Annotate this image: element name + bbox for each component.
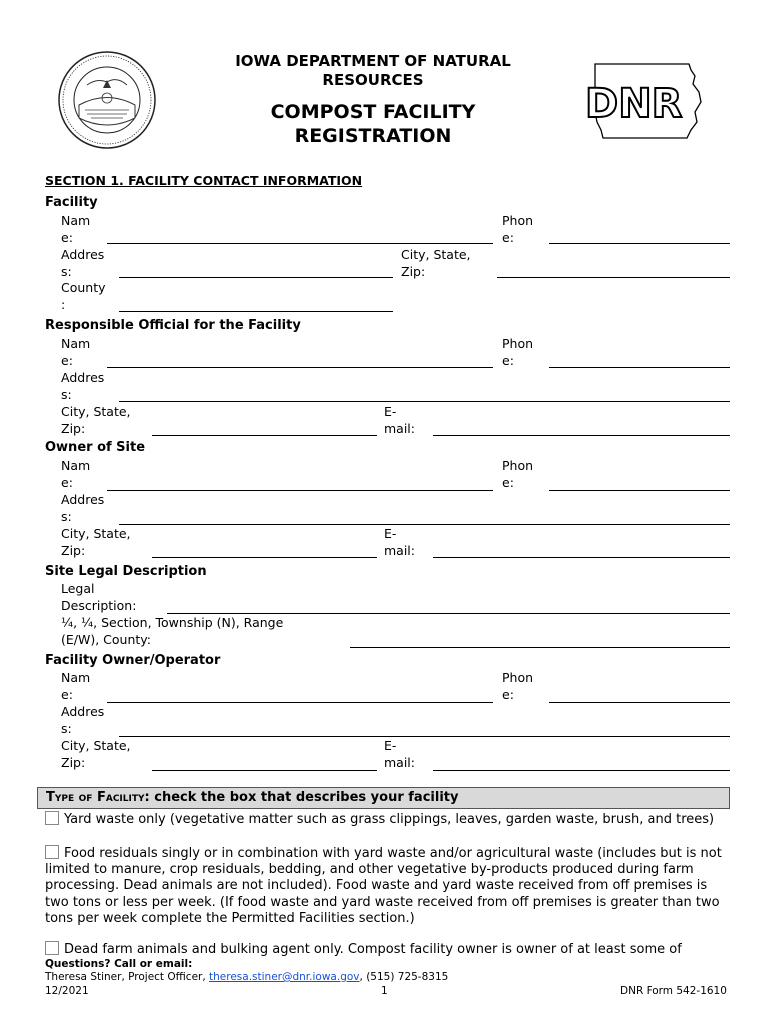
operator-csz-field[interactable] (152, 770, 377, 771)
type-of-facility-heading-rest: : check the box that describes your facility (144, 790, 459, 805)
form-title: COMPOST FACILITY REGISTRATION (270, 101, 476, 147)
responsible-email-label: E- mail: (384, 404, 415, 436)
facility-heading: Facility (45, 195, 98, 210)
owner-name-field[interactable] (107, 490, 493, 491)
footer-page-number: 1 (381, 985, 388, 997)
responsible-csz-field[interactable] (152, 435, 377, 436)
yard-waste-checkbox[interactable] (45, 811, 59, 825)
dead-animals-text: Dead farm animals and bulking agent only. Compost facility owner is owner of at least some of (64, 942, 682, 957)
dnr-logo-text: DNR (585, 81, 683, 127)
operator-heading: Facility Owner/Operator (45, 653, 221, 668)
operator-address-label: Addres s: (61, 704, 105, 736)
legal-heading: Site Legal Description (45, 564, 207, 579)
dead-animals-checkbox[interactable] (45, 941, 59, 955)
owner-phone-label: Phon e: (502, 458, 534, 490)
owner-address-label: Addres s: (61, 492, 105, 524)
food-residuals-checkbox[interactable] (45, 845, 59, 859)
responsible-phone-label: Phon e: (502, 336, 534, 368)
facility-name-label: Nam e: (61, 213, 91, 245)
owner-csz-field[interactable] (152, 557, 377, 558)
responsible-csz-label: City, State, Zip: (61, 404, 131, 436)
header-title-block (210, 52, 536, 148)
owner-email-field[interactable] (433, 557, 730, 558)
operator-name-label: Nam e: (61, 670, 91, 702)
footer-contact: Theresa Stiner, Project Officer, theresa.stiner@dnr.iowa.gov, (515) 725-8315 (45, 971, 449, 983)
owner-address-field[interactable] (119, 524, 730, 525)
legal-trs-field[interactable] (350, 647, 730, 648)
food-residuals-text: Food residuals singly or in combination with yard waste and/or agricultural waste (includes but is not limited to manure, crop residuals, bedding, and other vegetative by-products produced during farm processing. Dead animals are not included). Food waste and yard waste received from off premises is two tons or less per week. (If food waste and yard waste received from off premises is greater than two tons per week complete the Permitted Facilities section.) (45, 846, 722, 926)
operator-name-field[interactable] (107, 702, 493, 703)
footer-form-number: DNR Form 542-1610 (620, 985, 727, 997)
type-of-facility-heading (37, 787, 730, 809)
owner-phone-field[interactable] (549, 490, 730, 491)
responsible-email-field[interactable] (433, 435, 730, 436)
facility-name-field[interactable] (107, 243, 493, 244)
facility-address-field[interactable] (119, 277, 393, 278)
operator-csz-label: City, State, Zip: (61, 738, 131, 770)
responsible-address-field[interactable] (119, 401, 730, 402)
legal-desc-label: Legal Description: (61, 581, 137, 613)
facility-address-label: Addres s: (61, 247, 105, 279)
dnr-logo (583, 60, 708, 142)
operator-email-label: E- mail: (384, 738, 415, 770)
facility-type-option-dead-animals (45, 941, 745, 958)
responsible-name-field[interactable] (107, 367, 493, 368)
responsible-name-label: Nam e: (61, 336, 91, 368)
responsible-address-label: Addres s: (61, 370, 105, 402)
facility-csz-field[interactable] (497, 277, 730, 278)
facility-phone-field[interactable] (549, 243, 730, 244)
responsible-heading: Responsible Official for the Facility (45, 318, 301, 333)
iowa-state-seal-icon (57, 50, 157, 150)
agency-name: IOWA DEPARTMENT OF NATURAL RESOURCES (235, 52, 511, 89)
facility-county-label: County : (61, 280, 106, 312)
operator-phone-field[interactable] (549, 702, 730, 703)
section-1-heading: SECTION 1. FACILITY CONTACT INFORMATION (45, 173, 363, 188)
responsible-phone-field[interactable] (549, 367, 730, 368)
facility-phone-label: Phon e: (502, 213, 534, 245)
legal-trs-label: ¼, ¼, Section, Township (N), Range (E/W), County: (61, 615, 284, 647)
facility-type-option-food (45, 845, 730, 927)
operator-phone-label: Phon e: (502, 670, 534, 702)
operator-address-field[interactable] (119, 736, 730, 737)
facility-county-field[interactable] (119, 311, 393, 312)
facility-csz-label: City, State, Zip: (401, 247, 471, 279)
type-of-facility-heading-caps: Type of Facility (46, 790, 145, 805)
operator-email-field[interactable] (433, 770, 730, 771)
owner-csz-label: City, State, Zip: (61, 526, 131, 558)
owner-name-label: Nam e: (61, 458, 91, 490)
facility-type-option-yard (45, 811, 730, 828)
owner-heading: Owner of Site (45, 440, 146, 455)
yard-waste-text: Yard waste only (vegetative matter such as grass clippings, leaves, garden waste, brush, and trees) (64, 812, 715, 827)
owner-email-label: E- mail: (384, 526, 415, 558)
contact-email-link[interactable]: theresa.stiner@dnr.iowa.gov (209, 971, 360, 983)
footer-questions: Questions? Call or email: (45, 958, 193, 970)
footer-date: 12/2021 (45, 985, 89, 997)
